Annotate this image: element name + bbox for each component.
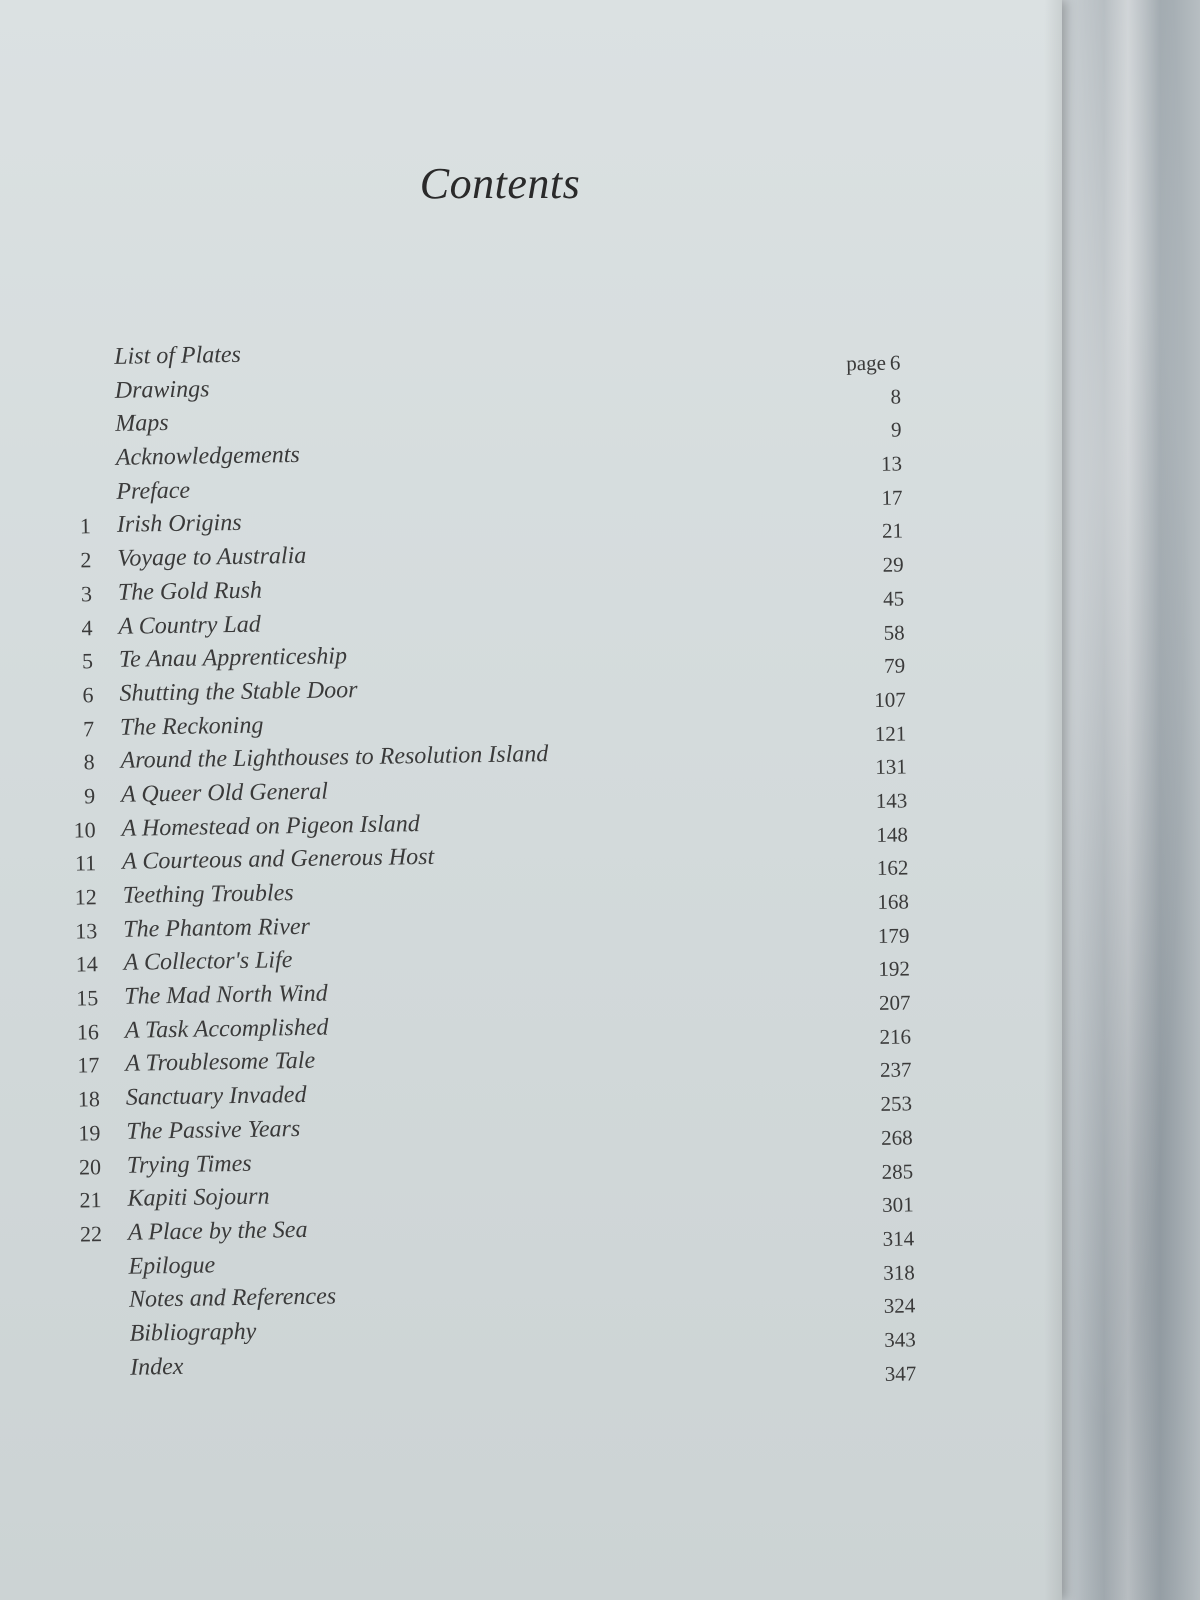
page-number-value: 8 (890, 384, 902, 409)
entry-title: Preface (116, 477, 191, 505)
page-number (885, 1357, 917, 1391)
page-number-value: 301 (881, 1192, 914, 1218)
page-number-value: 179 (877, 923, 910, 948)
page-number-value: 131 (875, 754, 907, 780)
chapter-number: 2 (80, 547, 92, 573)
background-surface (1040, 0, 1200, 1600)
entry-title: The Reckoning (119, 712, 264, 741)
page-number-value: 343 (884, 1327, 916, 1352)
chapter-number (54, 1251, 102, 1252)
page-number-value: 9 (890, 417, 902, 443)
chapter-number: 16 (76, 1018, 100, 1045)
entry-title: Shutting the Stable Door (119, 676, 358, 707)
chapter-number (40, 341, 88, 342)
entry-title: The Gold Rush (117, 577, 263, 606)
page-number-value: 29 (882, 552, 904, 577)
chapter-number (41, 375, 89, 376)
entry-title: Bibliography (129, 1318, 257, 1347)
page-number-value: 207 (878, 990, 911, 1015)
page-number-value: 121 (874, 721, 907, 746)
entry-title: The Mad North Wind (124, 980, 328, 1010)
page-number-value: 314 (882, 1226, 915, 1251)
entry-title: The Passive Years (126, 1115, 301, 1145)
page-title: Contents (419, 159, 581, 208)
page-number-value: 143 (875, 788, 908, 813)
entry-title: A Place by the Sea (127, 1216, 308, 1246)
entry-title: Te Anau Apprenticeship (118, 643, 348, 673)
chapter-number: 19 (78, 1119, 101, 1146)
chapter-number (56, 1352, 104, 1353)
entry-title: Notes and References (128, 1283, 337, 1313)
chapter-number: 13 (75, 917, 98, 944)
page-number-value: 107 (874, 687, 906, 712)
entry-title: List of Plates (114, 341, 242, 370)
table-of-contents (40, 328, 936, 1386)
chapter-number: 12 (74, 884, 97, 910)
chapter-number: 21 (79, 1187, 102, 1213)
chapter-number (55, 1284, 103, 1285)
page-number-value: 17 (881, 485, 903, 510)
chapter-number: 22 (79, 1221, 103, 1247)
page-number-value: 13 (880, 451, 903, 476)
chapter-number (42, 442, 90, 443)
chapter-number: 8 (83, 749, 95, 775)
entry-title: The Phantom River (123, 913, 311, 943)
entry-title: Acknowledgements (115, 441, 300, 471)
page-number-value: 192 (878, 956, 911, 982)
page-number-value: 268 (880, 1125, 913, 1150)
page-number-value: 253 (880, 1091, 913, 1117)
entry-title: A Troublesome Tale (125, 1048, 316, 1078)
entry-title: A Country Lad (118, 611, 261, 640)
page-number-value: 58 (883, 619, 905, 645)
page-number-value: 237 (879, 1057, 912, 1083)
entry-title: A Courteous and Generous Host (121, 844, 435, 876)
entry-title: A Queer Old General (120, 778, 329, 808)
page-number-value: 79 (884, 653, 906, 678)
chapter-number: 6 (82, 682, 94, 708)
entry-title: Maps (115, 410, 169, 438)
page-number-value: 21 (881, 518, 904, 544)
chapter-number (55, 1318, 103, 1319)
chapter-number: 11 (74, 850, 97, 876)
chapter-number: 4 (81, 614, 93, 640)
chapter-number: 5 (81, 648, 94, 674)
chapter-number (42, 476, 90, 477)
chapter-number: 14 (75, 951, 98, 977)
entry-title: Kapiti Sojourn (127, 1183, 270, 1212)
chapter-number: 1 (79, 513, 92, 539)
entry-title: Around the Lighthouses to Resolution Island (120, 741, 549, 775)
page-number-value: 162 (876, 855, 909, 881)
chapter-number: 9 (83, 783, 96, 809)
entry-title: Irish Origins (116, 510, 242, 539)
entry-title: Epilogue (128, 1251, 216, 1280)
page-number-value: 216 (879, 1024, 912, 1049)
chapter-number: 15 (76, 985, 99, 1011)
chapter-number: 17 (77, 1052, 100, 1078)
chapter-number: 20 (78, 1153, 102, 1179)
page-number-value: 148 (876, 822, 909, 847)
entry-title: Drawings (114, 376, 210, 404)
chapter-number: 10 (73, 816, 96, 843)
entry-title: Voyage to Australia (117, 542, 307, 572)
entry-title: A Collector's Life (123, 947, 293, 977)
entry-title: A Task Accomplished (124, 1014, 329, 1044)
page-number-value: 285 (881, 1158, 914, 1184)
page-prefix: page (846, 350, 887, 376)
page-number-value: 45 (882, 586, 905, 611)
chapter-number: 3 (80, 581, 93, 607)
chapter-number: 18 (77, 1086, 101, 1112)
page-number-value: 6 (889, 350, 901, 375)
entry-title: Trying Times (126, 1150, 252, 1179)
page-number-value: 168 (877, 889, 910, 914)
page-number-value: 318 (883, 1259, 915, 1285)
entry-title: Sanctuary Invaded (125, 1082, 307, 1111)
entry-title: Teething Troubles (122, 880, 294, 909)
entry-title: Index (129, 1353, 184, 1381)
chapter-number (41, 409, 89, 410)
chapter-number: 7 (82, 715, 95, 741)
page-number-value: 324 (883, 1293, 916, 1319)
page-number-value: 347 (884, 1360, 917, 1386)
entry-title: A Homestead on Pigeon Island (121, 810, 421, 842)
